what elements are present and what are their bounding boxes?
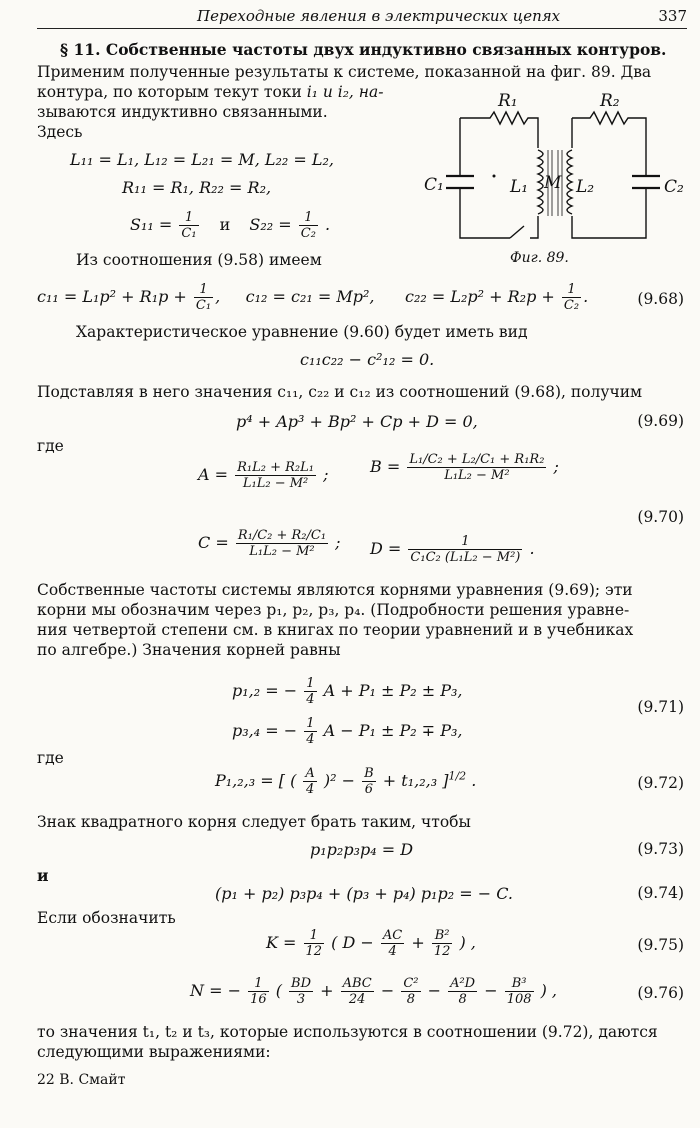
running-header (37, 6, 687, 29)
running-title: Переходные явления в электрических цепях (197, 7, 561, 25)
intro-line-4: Здесь (37, 123, 83, 141)
def-row-2: R₁₁ = R₁, R₂₂ = R₂, (122, 178, 272, 197)
intro-line-2 (37, 82, 383, 102)
text-where-2: где (37, 749, 64, 767)
eq-number-969: (9.69) (637, 412, 684, 430)
label-l1: L₁ (510, 177, 529, 197)
eq-C: C = $\frac{\text{R₁/C₂ + R₂/C₁}}{\text{L₁L₂ − M²}}$ ; (198, 528, 341, 559)
figure-caption: Фиг. 89. (510, 250, 569, 266)
text-then-1: то значения t₁, t₂ и t₃, которые используются в соотношении (9.72), даются (37, 1023, 658, 1041)
eq-c-coeffs: c₁₁ = L₁p² + R₁p + $\frac{1}{\text{C₁}}$ , c₁₂ = c₂₁ = Mp², c₂₂ = L₂p² + R₂p + $\frac{1}{\text{C₂}}$ . (37, 282, 589, 313)
text-from-relation: Из соотношения (9.58) имеем (76, 251, 322, 269)
def-and: и (219, 215, 231, 234)
eq-number-973: (9.73) (637, 840, 684, 858)
text-then-2: следующими выражениями: (37, 1043, 271, 1061)
label-m: M (544, 173, 562, 193)
text-natural-1: Собственные частоты системы являются корнями уравнения (9.69); эти (37, 581, 633, 599)
intro-line-2-text: контура, по которым текут токи (37, 83, 302, 101)
text-if-denote: Если обозначить (37, 909, 176, 927)
text-substituting: Подставляя в него значения c₁₁, c₂₂ и c₁₂ из соотношений (9.68), получим (37, 383, 643, 401)
label-r1: R₁ (498, 91, 518, 111)
eq-B: B = $\frac{\text{L₁/C₂ + L₂/C₁ + R₁R₂}}{\text{L₁L₂ − M²}}$ ; (370, 452, 559, 483)
s22-label: S₂₂ = (249, 215, 292, 234)
eq-A: A = $\frac{\text{R₁L₂ + R₂L₁}}{\text{L₁L₂ − M²}}$ ; (198, 460, 329, 491)
text-natural-3: ния четвертой степени см. в книгах по теории уравнений и в учебниках (37, 621, 634, 639)
eq-number-972: (9.72) (637, 774, 684, 792)
s11-frac: $\frac{1}{\text{C₁}}$ (181, 210, 197, 241)
eq-number-968: (9.68) (637, 290, 684, 308)
eq-D: D = $\frac{1}{\text{C₁C₂ (L₁L₂ − M²)}}$ . (370, 534, 535, 565)
text-where-1: где (37, 437, 64, 455)
circuit-figure (420, 88, 690, 248)
label-c1: C₁ (424, 175, 444, 195)
label-r2: R₂ (600, 91, 620, 111)
s11-label: S₁₁ = (130, 215, 173, 234)
label-c2: C₂ (664, 177, 684, 197)
text-natural-2: корни мы обозначим через p₁, p₂, p₃, p₄. (Подробности решения уравне- (37, 601, 630, 619)
eq-974: (p₁ + p₂) p₃p₄ + (p₃ + p₄) p₁p₂ = − C. (215, 884, 513, 903)
section-heading: § 11. Собственные частоты двух индуктивно связанных контуров. (60, 40, 667, 59)
eq-p34: p₃,₄ = − $\frac{1}{4}$ A − P₁ ± P₂ ∓ P₃, (232, 716, 463, 747)
eq-number-976: (9.76) (637, 984, 684, 1002)
def-row-1: L₁₁ = L₁, L₁₂ = L₂₁ = M, L₂₂ = L₂, (70, 150, 335, 169)
eq-number-970: (9.70) (637, 508, 684, 526)
eq-969: p⁴ + Ap³ + Bp² + Cp + D = 0, (236, 412, 478, 431)
eq-number-974: (9.74) (637, 884, 684, 902)
def-row-3: S₁₁ = $\frac{1}{\text{C₁}}$ и S₂₂ = $\frac{1}{\text{C₂}}$ . (130, 210, 331, 241)
intro-line-2-vars: i₁ и i₂, на- (306, 83, 384, 101)
page-number: 337 (658, 7, 687, 25)
eq-973: p₁p₂p₃p₄ = D (310, 840, 414, 859)
intro-line-1: Применим полученные результаты к системе, показанной на фиг. 89. Два (37, 63, 652, 81)
footer-signature: 22 В. Смайт (37, 1072, 126, 1088)
eq-976: N = − $\frac{1}{16}$ ( $\frac{BD}{3}$ + $\frac{\text{ABC}}{24}$ − $\frac{\text{C²}}{8}$ − $\frac{\text{A²D}}{8}$ − $\frac{\text{B³}}{108}$ ) , (190, 976, 558, 1007)
text-char-eq: Характеристическое уравнение (9.60) будет иметь вид (76, 323, 528, 341)
eq-972: P₁,₂,₃ = [ ( $\frac{A}{4}$ )² − $\frac{B}{6}$ + t₁,₂,₃ ]$^{1/2}$ . (215, 766, 477, 797)
text-sign: Знак квадратного корня следует брать таким, чтобы (37, 813, 471, 831)
text-natural-4: по алгебре.) Значения корней равны (37, 641, 341, 659)
eq-number-975: (9.75) (637, 936, 684, 954)
eq-number-971: (9.71) (637, 698, 684, 716)
intro-line-3: зываются индуктивно связанными. (37, 103, 328, 121)
s22-frac: $\frac{1}{\text{C₂}}$ (300, 210, 316, 241)
label-l2: L₂ (576, 177, 595, 197)
eq-characteristic: c₁₁c₂₂ − c²₁₂ = 0. (300, 350, 435, 369)
eq-p12: p₁,₂ = − $\frac{1}{4}$ A + P₁ ± P₂ ± P₃, (232, 676, 463, 707)
text-and: и (37, 866, 49, 885)
eq-975: K = $\frac{1}{12}$ ( D − $\frac{AC}{4}$ + $\frac{\text{B²}}{12}$ ) , (266, 928, 476, 959)
